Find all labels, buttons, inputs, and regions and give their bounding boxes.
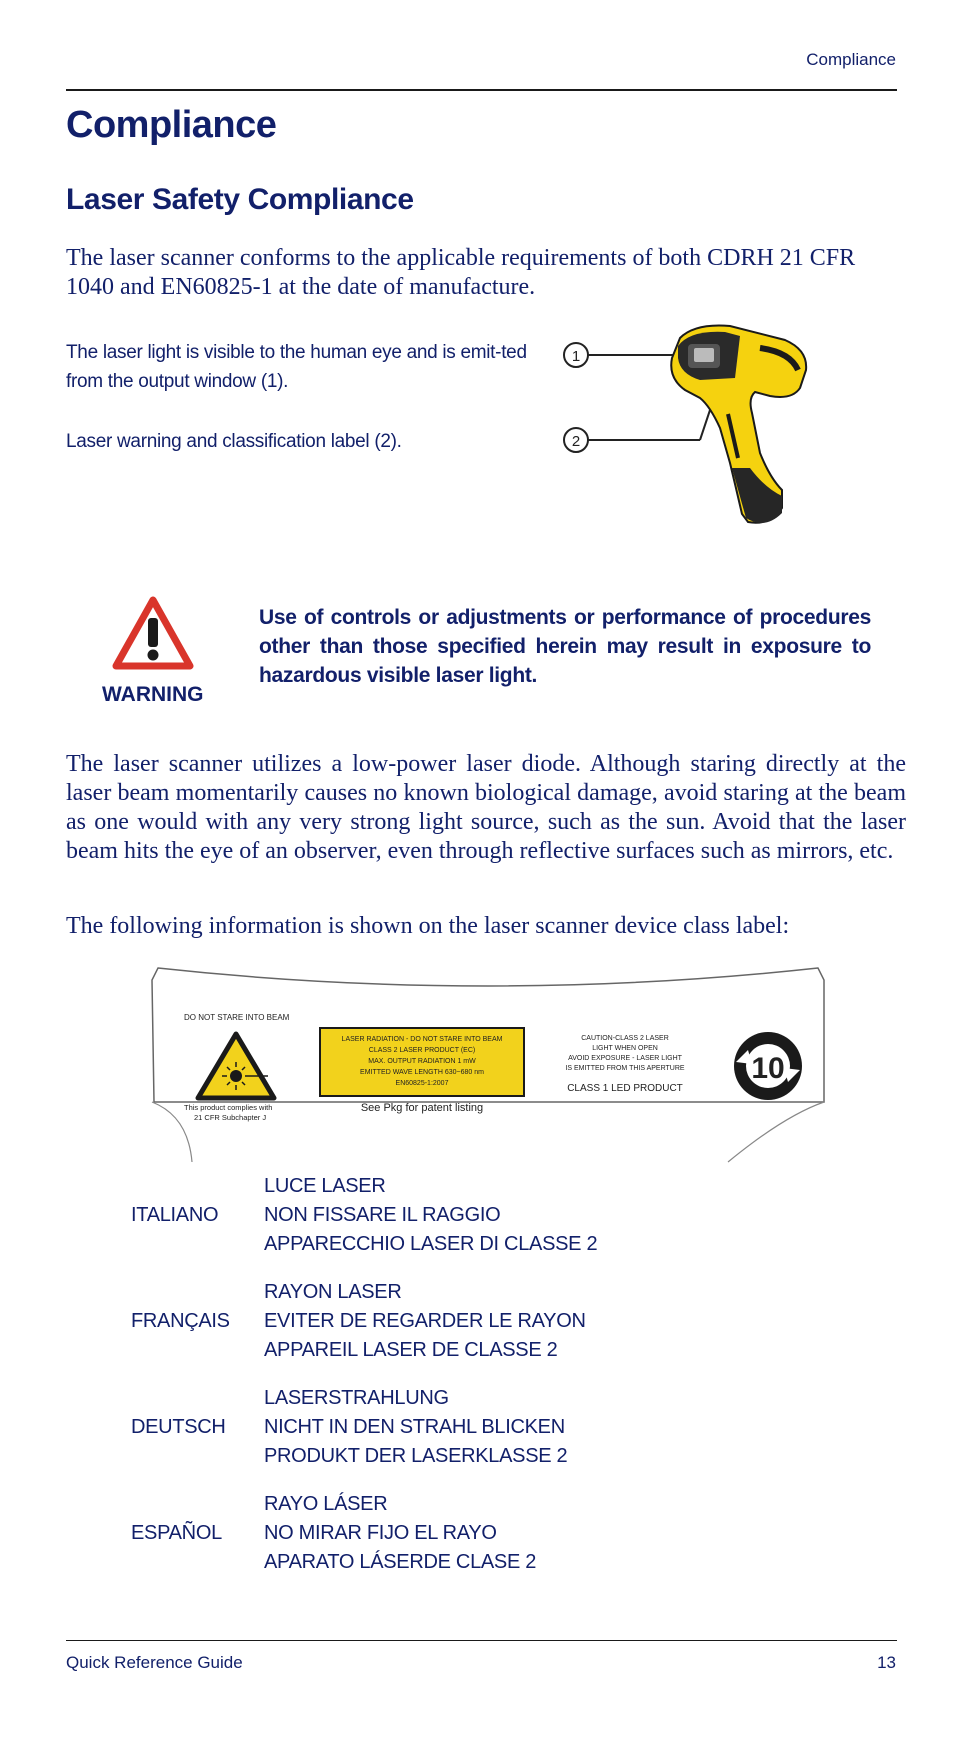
section-title: Laser Safety Compliance bbox=[66, 183, 414, 216]
language-line: PRODUKT DER LASERKLASSE 2 bbox=[264, 1445, 568, 1467]
callout-1-number: 1 bbox=[571, 348, 581, 365]
language-line: LUCE LASER bbox=[264, 1175, 386, 1197]
page-title: Compliance bbox=[66, 104, 277, 146]
language-row-francais bbox=[131, 1278, 831, 1365]
language-name: DEUTSCH bbox=[131, 1416, 226, 1438]
language-line: LASERSTRAHLUNG bbox=[264, 1387, 449, 1409]
language-line: NICHT IN DEN STRAHL BLICKEN bbox=[264, 1416, 565, 1438]
yellow-box-line-4: EMITTED WAVE LENGTH 630~680 nm bbox=[360, 1069, 484, 1076]
caution-line-3: AVOID EXPOSURE - LASER LIGHT bbox=[568, 1055, 682, 1062]
caution-line-2: LIGHT WHEN OPEN bbox=[592, 1045, 658, 1052]
caution-line-4: IS EMITTED FROM THIS APERTURE bbox=[565, 1065, 685, 1072]
intro-paragraph: The laser scanner conforms to the applicable requirements of both CDRH 21 CFR 1040 and EN60825-1 at the date of manufacture. bbox=[66, 245, 856, 300]
caution-line-1: CAUTION-CLASS 2 LASER bbox=[581, 1035, 669, 1042]
language-line: NO MIRAR FIJO EL RAYO bbox=[264, 1522, 497, 1544]
led-class-text: CLASS 1 LED PRODUCT bbox=[567, 1083, 683, 1094]
rohs-10-icon bbox=[734, 1032, 802, 1100]
patent-text: See Pkg for patent listing bbox=[360, 1102, 484, 1114]
footer-guide-name: Quick Reference Guide bbox=[66, 1653, 243, 1672]
scanner-illustration bbox=[671, 326, 806, 523]
page-number: 13 bbox=[877, 1653, 896, 1672]
language-name: ITALIANO bbox=[131, 1204, 219, 1226]
complies-line-2: 21 CFR Subchapter J bbox=[194, 1113, 267, 1122]
language-line: APPAREIL LASER DE CLASSE 2 bbox=[264, 1339, 558, 1361]
output-window-note: The laser light is visible to the human eye and is emit-ted from the output window (1). bbox=[66, 342, 527, 392]
yellow-box-line-3: MAX. OUTPUT RADIATION 1 mW bbox=[368, 1058, 476, 1065]
language-name: FRANÇAIS bbox=[131, 1310, 230, 1332]
label-note: Laser warning and classification label (2). bbox=[66, 431, 402, 452]
language-row-deutsch bbox=[131, 1384, 831, 1471]
footer-rule bbox=[66, 1640, 897, 1641]
complies-line-1: This product complies with bbox=[184, 1103, 273, 1112]
language-line: NON FISSARE IL RAGGIO bbox=[264, 1204, 501, 1226]
warning-caption: WARNING bbox=[102, 683, 204, 706]
header-rule bbox=[66, 89, 897, 91]
language-line: RAYO LÁSER bbox=[264, 1493, 388, 1515]
language-row-italiano bbox=[131, 1172, 831, 1259]
body-paragraph: The laser scanner utilizes a low-power laser diode. Although staring directly at the laser beam momentarily causes no known biological damage, avoid staring at the beam as one would with any very strong light source, such as the sun. Avoid that the laser beam hits the eye of an observer, even through reflective surfaces such as mirrors, etc. bbox=[66, 751, 906, 864]
language-name: ESPAÑOL bbox=[131, 1522, 222, 1544]
scanner-figure bbox=[560, 318, 830, 528]
language-line: EVITER DE REGARDER LE RAYON bbox=[264, 1310, 586, 1332]
callout-2-number: 2 bbox=[571, 433, 581, 450]
yellow-box-line-2: CLASS 2 LASER PRODUCT (EC) bbox=[368, 1047, 476, 1054]
yellow-box-line-5: EN60825-1:2007 bbox=[395, 1080, 449, 1087]
yellow-box-line-1: LASER RADIATION - DO NOT STARE INTO BEAM bbox=[341, 1036, 503, 1043]
device-class-label bbox=[148, 966, 828, 1170]
label-intro: The following information is shown on the laser scanner device class label: bbox=[66, 913, 790, 939]
language-row-espanol bbox=[131, 1490, 831, 1577]
language-line: APPARECCHIO LASER DI CLASSE 2 bbox=[264, 1233, 598, 1255]
language-line: RAYON LASER bbox=[264, 1281, 402, 1303]
language-line: APARATO LÁSERDE CLASE 2 bbox=[264, 1551, 537, 1573]
do-not-stare-text: DO NOT STARE INTO BEAM bbox=[184, 1013, 290, 1022]
rohs-number: 10 bbox=[751, 1052, 785, 1085]
running-header: Compliance bbox=[806, 50, 896, 69]
warning-text: Use of controls or adjustments or performance of procedures other than those specified herein may result in exposure to hazardous visible laser light. bbox=[259, 606, 871, 687]
warning-triangle-icon bbox=[112, 596, 194, 672]
